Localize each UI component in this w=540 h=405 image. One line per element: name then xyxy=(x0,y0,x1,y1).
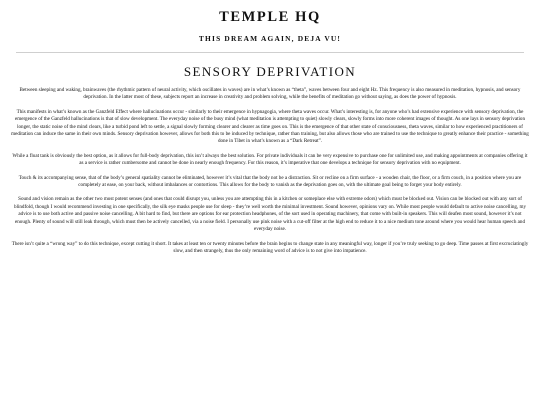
post-title: SENSORY DEPRIVATION xyxy=(183,64,357,79)
site-header xyxy=(10,8,530,43)
article-paragraph: Between sleeping and waking, brainwaves (the rhythmic pattern of neural activity, which oscillates in waves) are in what’s known as “theta”, waves between four and eight Hz. This frequency is also measured in meditation, hypnosis, and sensory deprivation. In the latter most of these, subjects report an increase in creativity and problem solving, while the benefits of meditation go without saying, as does the power of hypnosis. xyxy=(19,87,521,101)
article-body xyxy=(10,87,530,255)
article-paragraph: Touch & its accompanying sense, that of the body’s general spatiality cannot be eliminated, however it’s vital that the body not be a distraction. Sit or recline on a firm surface - a wooden chair, the floor, or a firm couch, in a position where you are completely at ease, on your back, without imbalances or contortions. This allows for the body to vanish as the deprivation goes on, with the ultimate goal being to forget your body entirely. xyxy=(18,174,522,189)
site-title[interactable]: TEMPLE HQ xyxy=(219,9,321,25)
header-divider xyxy=(16,52,524,53)
site-tagline: THIS DREAM AGAIN, DEJA VU! xyxy=(198,34,342,43)
article-paragraph: There isn’t quite a “wrong way” to do this technique, except cutting it short. It takes at least ten or twenty minutes before the brain begins to change state in any meaningful way, longer if you’re truly seeking to go deep. Time passes at first excruciatingly slow, and then strangely, thus the only remaining word of advice is to not give into impatience. xyxy=(11,240,529,254)
article-paragraph: Sound and vision remain as the other two most potent senses (and ones that could disrupt you, unless you are attempting this in a kitchen or someplace else with extreme odors) which must be blocked out. Vision can be blocked out with any sort of blindfold, though I would recommend investing in one specifically, the silk eye masks people use for sleep - they’re well worth the minimal investment. Sound however, opinions vary on. While most people would default to active noise cancelling, my advice is to use both active and passive noise cancelling. A bit hard to find, but there are options for ear protection headphones, of the sort used in operating machinery, that come with built-in speakers. This will deafen most sound, however it’s not enough. Plenty of sound will still leak through, which must then be actively cancelled, via a noise field. I personally use pink noise with a cut-off filter at the high end to reduce it to a nice medium tone around where you would hear human speech and everyday noise. xyxy=(13,196,527,233)
article-paragraph: While a float tank is obviously the best option, as it allows for full-body deprivation, this isn’t always the best solution. For private individuals it can be very expensive to purchase one for unlimited use, and making appointments at companies offering it as a service is rather cumbersome and cannot be done in nearly enough frequency. For this reason, it’s imperative that one develops a technique for sensory deprivation with no equipment. xyxy=(12,152,528,167)
article-paragraph: This manifests in what’s known as the Ganzfeld Effect where hallucinations occur - similarly to their emergence in hypnagogia, where theta waves occur. What’s interesting is, for anyone who’s had extensive experience with sensory deprivation, the emergence of the Ganzfeld hallucinations is that of slow development. The everyday noise of the busy mind (what meditation is attempting to quiet) slowly clears, slowly forms into more coherent images of thought. As one lays in sensory deprivation longer, the static noise of the mind clears, like a turbid pond left to settle, a signal slowly forming clearer and clearer as time goes on. This is the emergence of that other state of consciousness, theta waves, similar to how experienced practitioners of meditation can induce the same in their own minds. Sensory deprivation however, allows for both this to be induced by technique, rather than training, but also allows those who are trained to use the technique to greatly enhance their practice - something done in Tibet in what’s known as a “Dark Retreat”. xyxy=(11,108,529,145)
